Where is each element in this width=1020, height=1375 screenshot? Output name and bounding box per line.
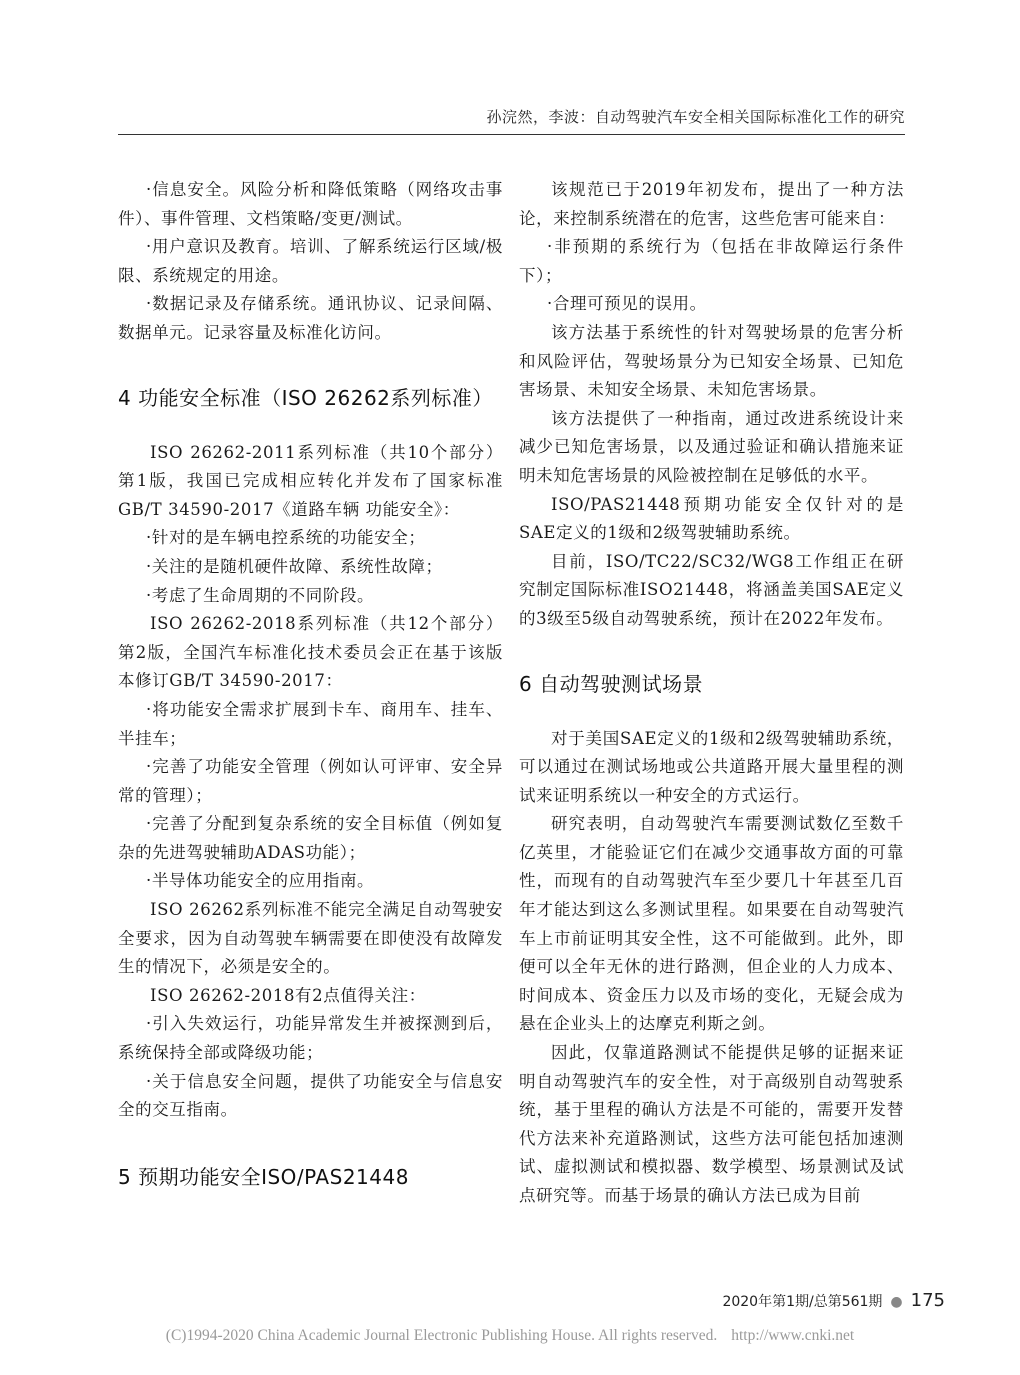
paragraph: 研究表明，自动驾驶汽车需要测试数亿至数千亿英里，才能验证它们在减少交通事故方面的可靠性，而现有的自动驾驶汽车至少要几十年甚至几百年才能达到这么多测试里程。如果要在自动驾驶汽车上市前证明其安全性，这不可能做到。此外，即便可以全年无休的进行路测，但企业的人力成本、时间成本、资金压力以及市场的变化，无疑会成为悬在企业头上的达摩克利斯之剑。: [519, 814, 904, 1034]
paragraph: 目前，ISO/TC22/SC32/WG8工作组正在研究制定国际标准ISO21448，将涵盖美国SAE定义的3级至5级自动驾驶系统，预计在2022年发布。: [519, 551, 904, 628]
paragraph: ·用户意识及教育。培训、了解系统运行区域/极限、系统规定的用途。: [118, 237, 503, 285]
paragraph: 该方法提供了一种指南，通过改进系统设计来减少已知危害场景，以及通过验证和确认措施来证明未知危害场景的风险被控制在足够低的水平。: [519, 408, 904, 485]
paragraph: ·非预期的系统行为（包括在非故障运行条件下）；: [519, 237, 904, 285]
section-4-heading: 4 功能安全标准（ISO 26262系列标准）: [118, 385, 493, 410]
issue-label: 2020年第1期/总第561期: [722, 1294, 883, 1310]
paragraph: ·将功能安全需求扩展到卡车、商用车、挂车、半挂车；: [118, 699, 503, 748]
paragraph: 该方法基于系统性的针对驾驶场景的危害分析和风险评估，驾驶场景分为已知安全场景、已知危害场景、未知安全场景、未知危害场景。: [519, 322, 904, 400]
paragraph: 该规范已于2019年初发布，提出了一种方法论，来控制系统潜在的危害，这些危害可能来自：: [519, 180, 904, 228]
intro-list: [118, 176, 503, 348]
right-column: [519, 176, 904, 1211]
paragraph: ISO/PAS21448预期功能安全仅针对的是SAE定义的1级和2级驾驶辅助系统。: [519, 494, 904, 543]
section-4-body: [118, 439, 503, 1125]
page-folio: [722, 1290, 945, 1311]
paragraph: 对于美国SAE定义的1级和2级驾驶辅助系统，可以通过在测试场地或公共道路开展大量里程的测试来证明系统以一种安全的方式运行。: [519, 728, 904, 805]
paragraph: ·考虑了生命周期的不同阶段。: [146, 585, 375, 605]
paragraph: ·完善了功能安全管理（例如认可评审、安全异常的管理）；: [118, 757, 503, 805]
cnki-link[interactable]: http://www.cnki.net: [731, 1327, 855, 1344]
paragraph: ·完善了分配到复杂系统的安全目标值（例如复杂的先进驾驶辅助ADAS功能）；: [118, 814, 503, 862]
copyright-notice: [0, 1327, 1020, 1345]
paragraph: ·引入失效运行，功能异常发生并被探测到后，系统保持全部或降级功能；: [118, 1014, 503, 1063]
header-rule: [118, 134, 905, 135]
bullet-dot-icon: ●: [890, 1294, 903, 1310]
section-5-heading: 5 预期功能安全ISO/PAS21448: [118, 1164, 409, 1189]
paragraph: ·数据记录及存储系统。通讯协议、记录间隔、数据单元。记录容量及标准化访问。: [118, 294, 503, 342]
paragraph: 因此，仅靠道路测试不能提供足够的证据来证明自动驾驶汽车的安全性，对于高级别自动驾驶系统，基于里程的确认方法是不可能的，需要开发替代方法来补充道路测试，这些方法可能包括加速测试、虚拟测试和模拟器、数学模型、场景测试及试点研究等。而基于场景的确认方法已成为目前: [519, 1043, 904, 1205]
running-title: 孙浣然，李波：自动驾驶汽车安全相关国际标准化工作的研究: [486, 108, 905, 126]
paragraph: ·针对的是车辆电控系统的功能安全；: [146, 528, 426, 548]
paragraph: ·信息安全。风险分析和降低策略（网络攻击事件）、事件管理、文档策略/变更/测试。: [118, 180, 503, 228]
page-number: 175: [910, 1290, 945, 1311]
left-column: [118, 176, 503, 1190]
section-6-body: [519, 725, 904, 1211]
paragraph: ISO 26262-2018系列标准（共12个部分）第2版，全国汽车标准化技术委员会正在基于该版本修订GB/T 34590-2017：: [118, 614, 503, 691]
paragraph: ·关于信息安全问题，提供了功能安全与信息安全的交互指南。: [118, 1071, 503, 1120]
paragraph: ISO 26262-2018有2点值得关注：: [150, 985, 426, 1005]
copyright-text: (C)1994-2020 China Academic Journal Electronic Publishing House. All rights reserved.: [165, 1327, 718, 1344]
paragraph: ·合理可预见的误用。: [547, 294, 707, 314]
paragraph: ISO 26262-2011系列标准（共10个部分）第1版，我国已完成相应转化并发布了国家标准GB/T 34590-2017《道路车辆 功能安全》：: [118, 442, 503, 519]
paragraph: ISO 26262系列标准不能完全满足自动驾驶安全要求，因为自动驾驶车辆需要在即使没有故障发生的情况下，必须是安全的。: [118, 900, 503, 977]
paragraph: ·半导体功能安全的应用指南。: [146, 871, 375, 891]
section-5-body: [519, 176, 904, 634]
section-6-heading: 6 自动驾驶测试场景: [519, 671, 704, 696]
paragraph: ·关注的是随机硬件故障、系统性故障；: [146, 556, 443, 576]
